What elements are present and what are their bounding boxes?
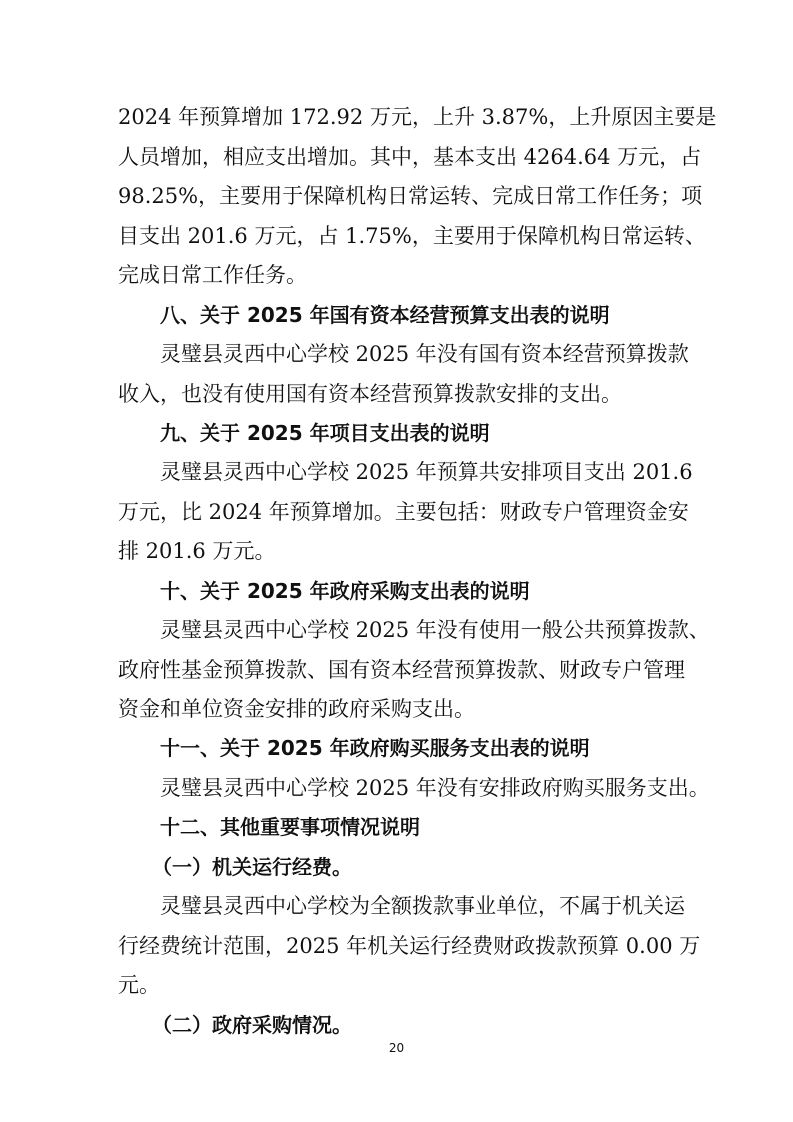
body-text-line: 2024 年预算增加 172.92 万元，上升 3.87%，上升原因主要是: [118, 105, 717, 129]
section-11-heading: 十一、关于 2025 年政府购买服务支出表的说明: [160, 736, 590, 760]
body-text-line: 元。: [118, 973, 160, 997]
body-text-line: 政府性基金预算拨款、国有资本经营预算拨款、财政专户管理: [118, 658, 685, 682]
body-text-line: 排 201.6 万元。: [118, 539, 276, 563]
section-12-heading: 十二、其他重要事项情况说明: [160, 815, 420, 839]
body-text-line: 完成日常工作任务。: [118, 263, 307, 287]
section-9-heading: 九、关于 2025 年项目支出表的说明: [160, 421, 490, 445]
body-text-line: 收入，也没有使用国有资本经营预算拨款安排的支出。: [118, 382, 622, 406]
body-text-line: 98.25%，主要用于保障机构日常运转、完成日常工作任务；项: [118, 184, 703, 208]
body-text-line: 人员增加，相应支出增加。其中，基本支出 4264.64 万元，占: [118, 145, 702, 169]
body-text-line: 灵璧县灵西中心学校为全额拨款事业单位，不属于机关运: [160, 894, 685, 918]
body-text-line: 资金和单位资金安排的政府采购支出。: [118, 697, 475, 721]
subsection-2-heading: （二）政府采购情况。: [152, 1013, 352, 1037]
body-text-line: 灵璧县灵西中心学校 2025 年没有安排政府购买服务支出。: [160, 776, 710, 800]
body-text-line: 灵璧县灵西中心学校 2025 年预算共安排项目支出 201.6: [160, 460, 693, 484]
body-text-line: 灵璧县灵西中心学校 2025 年没有国有资本经营预算拨款: [160, 342, 689, 366]
body-text-line: 行经费统计范围，2025 年机关运行经费财政拨款预算 0.00 万: [118, 934, 701, 958]
page-number: 20: [388, 1041, 405, 1055]
subsection-1-heading: （一）机关运行经费。: [152, 855, 352, 879]
body-text-line: 万元，比 2024 年预算增加。主要包括：财政专户管理资金安: [118, 500, 689, 524]
section-8-heading: 八、关于 2025 年国有资本经营预算支出表的说明: [160, 303, 610, 327]
body-text-line: 灵璧县灵西中心学校 2025 年没有使用一般公共预算拨款、: [160, 618, 710, 642]
section-10-heading: 十、关于 2025 年政府采购支出表的说明: [160, 579, 530, 603]
body-text-line: 目支出 201.6 万元，占 1.75%，主要用于保障机构日常运转、: [118, 224, 706, 248]
